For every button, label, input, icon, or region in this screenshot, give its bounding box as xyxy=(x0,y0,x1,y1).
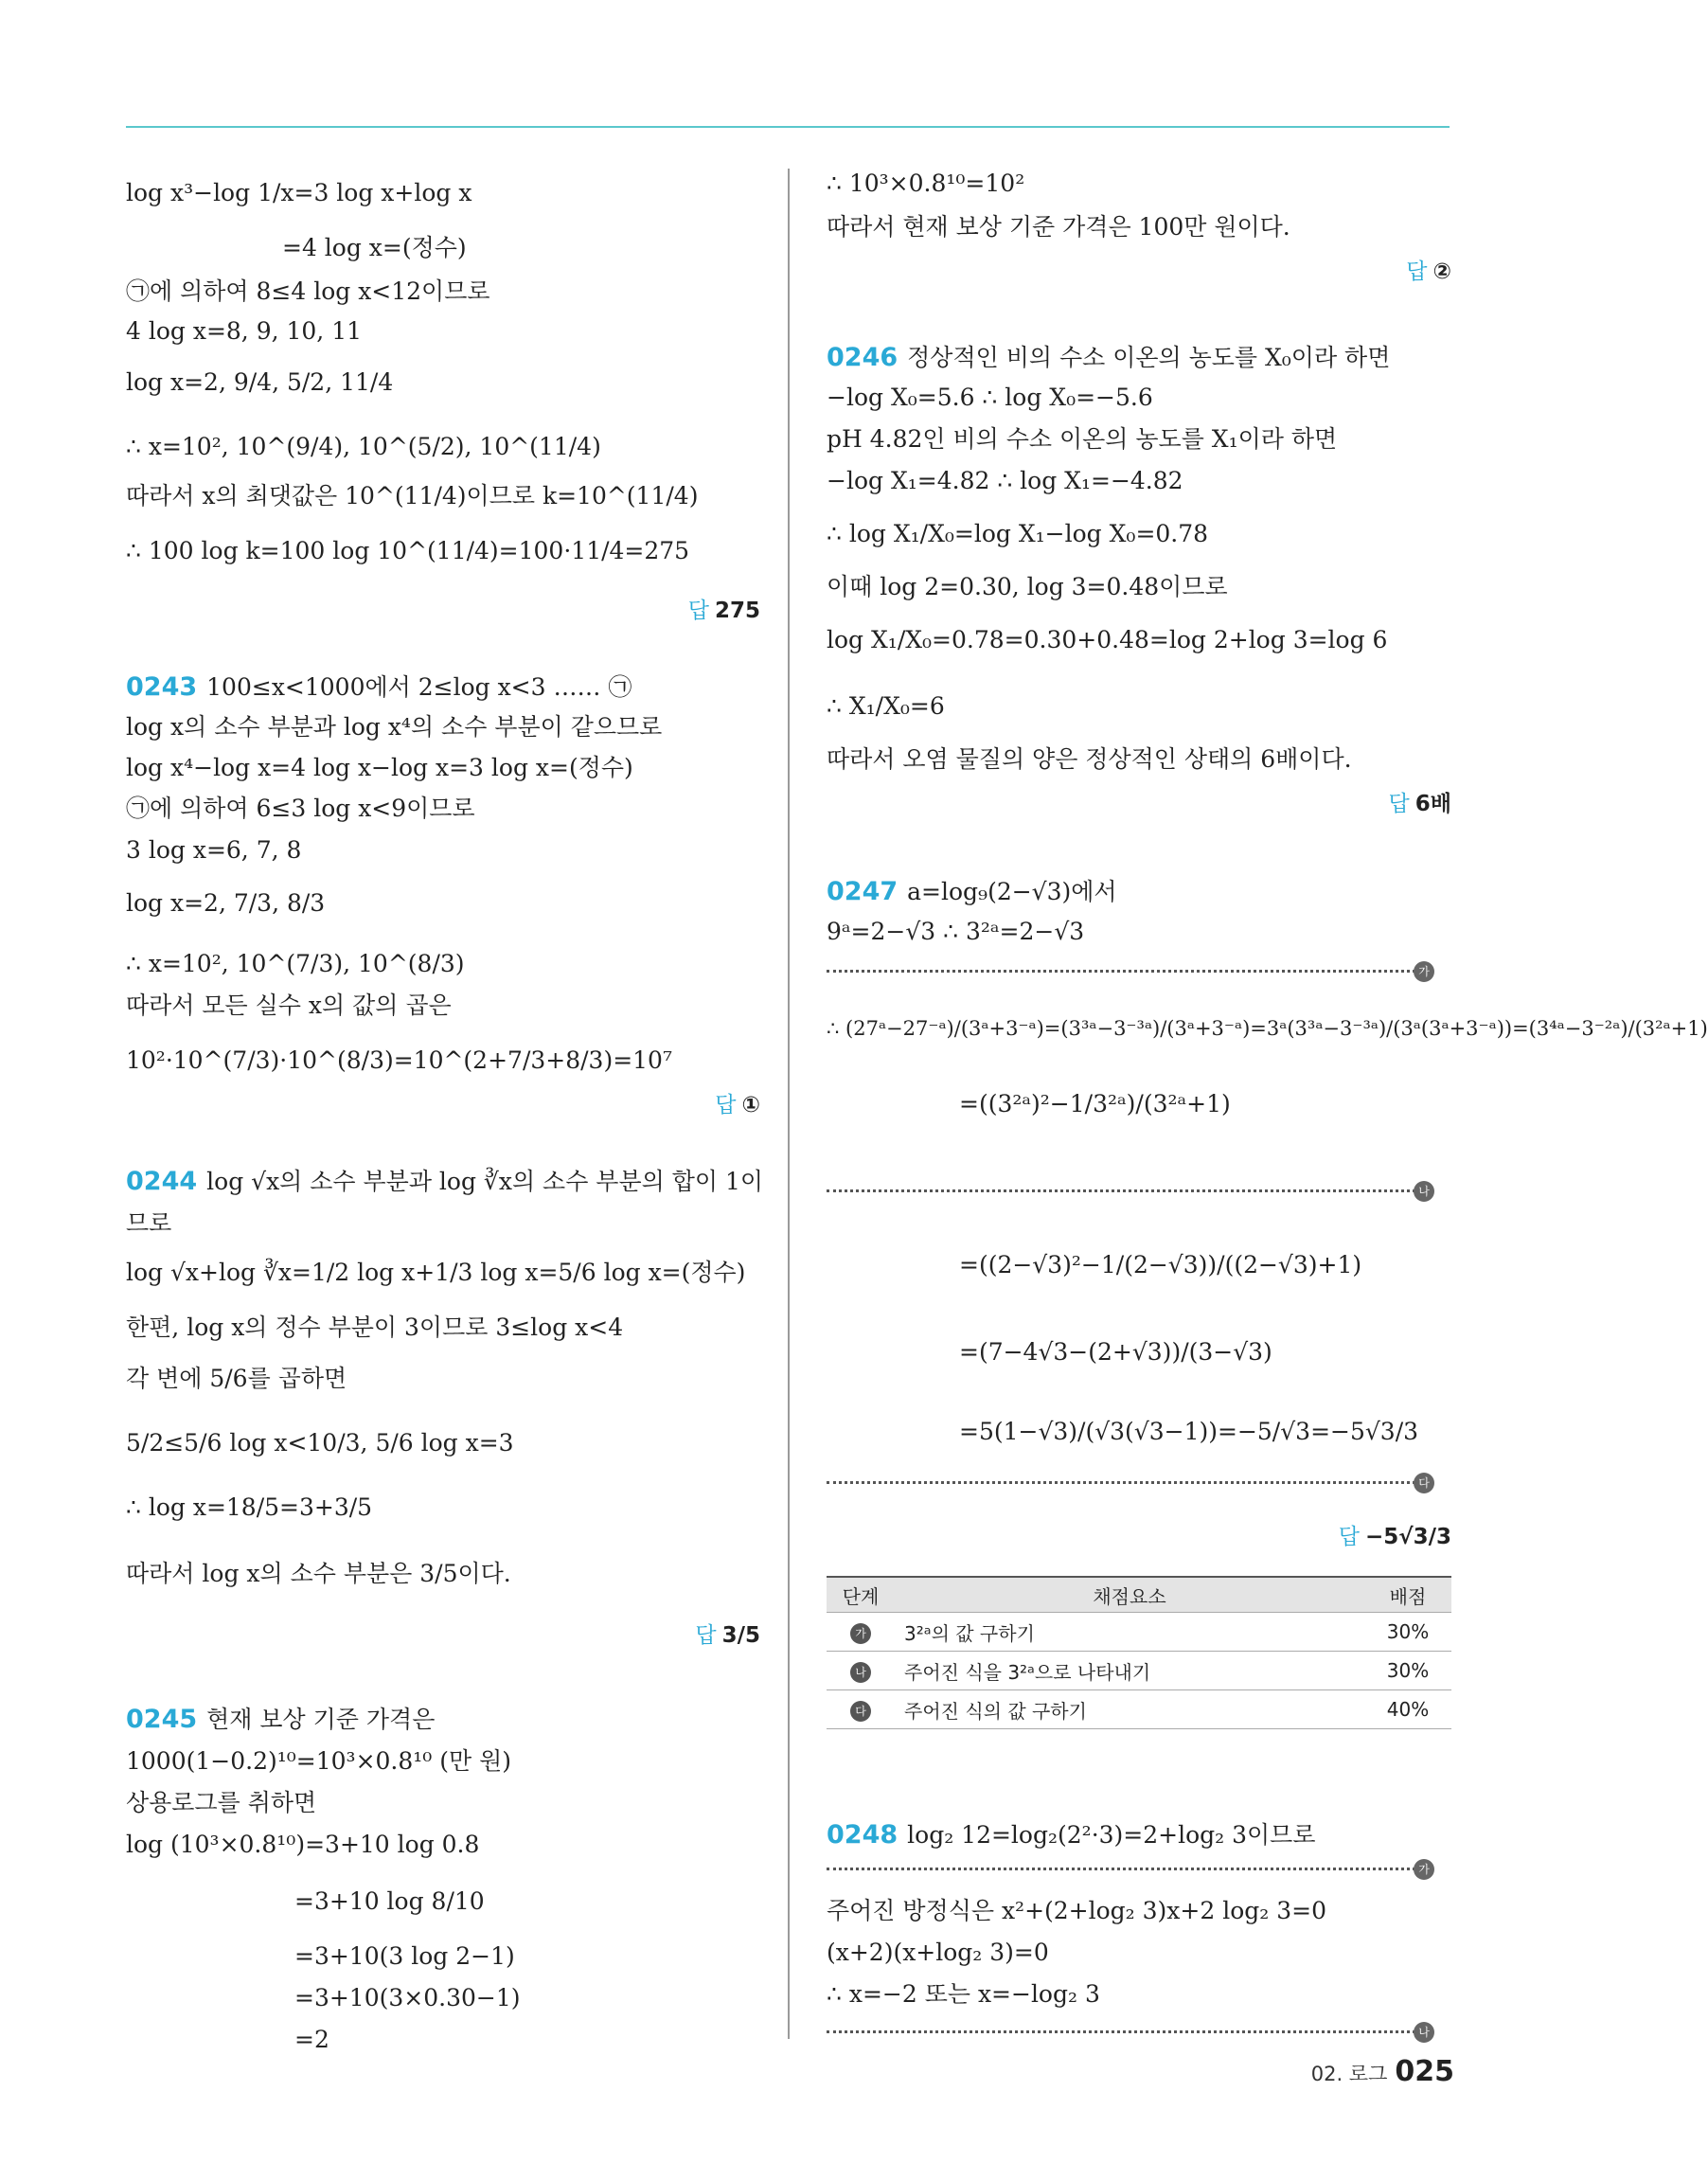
table-cell: 30% xyxy=(1364,1613,1451,1652)
column-divider xyxy=(788,169,790,2039)
table-row xyxy=(827,1613,1451,1652)
answer-0246: 답 6배 xyxy=(1388,792,1451,816)
answer-label: 답 xyxy=(687,599,709,623)
answer-0245: 답 ② xyxy=(1406,259,1451,284)
line: ∴ x=−2 또는 x=−log₂ 3 xyxy=(827,1980,1100,2008)
line: 따라서 모든 실수 x의 값의 곱은 xyxy=(126,992,452,1019)
line: ∴ (27ᵃ−27⁻ᵃ)/(3ᵃ+3⁻ᵃ)=(3³ᵃ−3⁻³ᵃ)/(3ᵃ+3⁻ᵃ)=3ᵃ(3³ᵃ−3⁻³ᵃ)/(3ᵃ(3ᵃ+3⁻ᵃ))=(3⁴ᵃ−3⁻²ᵃ)/(3²ᵃ+1) xyxy=(827,1017,1708,1040)
problem-number: 0243 xyxy=(126,672,198,702)
line: 한편, log x의 정수 부분이 3이므로 3≤log x<4 xyxy=(126,1314,624,1341)
line: log x=2, 7/3, 8/3 xyxy=(126,889,326,917)
table-cell: 주어진 식을 3²ᵃ으로 나타내기 xyxy=(895,1652,1364,1690)
line: 4 log x=8, 9, 10, 11 xyxy=(126,317,363,345)
step-badge: 가 xyxy=(850,1623,871,1644)
line: 상용로그를 취하면 xyxy=(126,1789,317,1816)
step-divider xyxy=(827,1476,1432,1490)
line: ∴ x=10², 10^(7/3), 10^(8/3) xyxy=(126,950,465,977)
line: =(7−4√3−(2+√3))/(3−√3) xyxy=(959,1338,1272,1366)
line: ∴ log X₁/X₀=log X₁−log X₀=0.78 xyxy=(827,520,1209,547)
line: pH 4.82인 비의 수소 이온의 농도를 X₁이라 하면 xyxy=(827,425,1338,453)
line: ∴ log x=18/5=3+3/5 xyxy=(126,1493,373,1521)
line: 따라서 x의 최댓값은 10^(11/4)이므로 k=10^(11/4) xyxy=(126,482,699,509)
answer-0242: 답 275 xyxy=(687,599,760,623)
chapter-label: 02. 로그 xyxy=(1310,2063,1388,2085)
problem-0243-first-line: 0243 100≤x<1000에서 2≤log x<3 …… ㉠ xyxy=(126,672,632,702)
table-header: 채점요소 xyxy=(895,1577,1364,1613)
step-divider xyxy=(827,965,1432,978)
line: log x=2, 9/4, 5/2, 11/4 xyxy=(126,368,394,396)
page-number: 025 xyxy=(1395,2055,1454,2088)
problem-number: 0248 xyxy=(827,1820,898,1850)
problem-number: 0246 xyxy=(827,343,898,372)
table-row xyxy=(827,1690,1451,1729)
answer-0243: 답 ① xyxy=(715,1093,760,1117)
line: 1000(1−0.2)¹⁰=10³×0.8¹⁰ (만 원) xyxy=(126,1747,512,1775)
problem-0246-first-line: 0246 정상적인 비의 수소 이온의 농도를 X₀이라 하면 xyxy=(827,343,1391,372)
line: ∴ X₁/X₀=6 xyxy=(827,692,945,720)
step-badge: 나 xyxy=(850,1662,871,1683)
line: log x³−log 1/x=3 log x+log x xyxy=(126,179,472,206)
line: 9ᵃ=2−√3 ∴ 3²ᵃ=2−√3 xyxy=(827,918,1085,945)
line: =((2−√3)²−1/(2−√3))/((2−√3)+1) xyxy=(959,1251,1362,1278)
line: −log X₁=4.82 ∴ log X₁=−4.82 xyxy=(827,467,1183,494)
line: log x⁴−log x=4 log x−log x=3 log x=(정수) xyxy=(126,754,633,781)
step-badge: 다 xyxy=(850,1701,871,1722)
line: 이때 log 2=0.30, log 3=0.48이므로 xyxy=(827,573,1228,600)
line: log √x+log ∛x=1/2 log x+1/3 log x=5/6 log x=(정수) xyxy=(126,1259,746,1286)
line: 따라서 log x의 소수 부분은 3/5이다. xyxy=(126,1560,511,1587)
answer-0244: 답 3/5 xyxy=(695,1623,760,1648)
table-cell: 3²ᵃ의 값 구하기 xyxy=(895,1613,1364,1652)
step-marker: 가 xyxy=(1414,961,1434,982)
problem-0247-first-line: 0247 a=log₉(2−√3)에서 xyxy=(827,877,1117,906)
line: =3+10 log 8/10 xyxy=(294,1887,485,1915)
line: 10²·10^(7/3)·10^(8/3)=10^(2+7/3+8/3)=10⁷ xyxy=(126,1046,672,1074)
table-header: 단계 xyxy=(827,1577,895,1613)
line: 따라서 현재 보상 기준 가격은 100만 원이다. xyxy=(827,213,1290,241)
table-cell: 주어진 식의 값 구하기 xyxy=(895,1690,1364,1729)
line: =5(1−√3)/(√3(√3−1))=−5/√3=−5√3/3 xyxy=(959,1418,1419,1445)
line: ∴ x=10², 10^(9/4), 10^(5/2), 10^(11/4) xyxy=(126,433,601,460)
step-marker: 나 xyxy=(1414,1181,1434,1202)
table-header: 배점 xyxy=(1364,1577,1451,1613)
line: 3 log x=6, 7, 8 xyxy=(126,836,302,864)
line: ㉠에 의하여 6≤3 log x<9이므로 xyxy=(126,795,475,822)
page-footer xyxy=(1311,2055,1454,2088)
problem-number: 0247 xyxy=(827,877,898,906)
line: =3+10(3×0.30−1) xyxy=(294,1984,521,2011)
line: 5/2≤5/6 log x<10/3, 5/6 log x=3 xyxy=(126,1429,514,1457)
problem-0248-first-line: 0248 log₂ 12=log₂(2²·3)=2+log₂ 3이므로 xyxy=(827,1820,1316,1850)
step-divider xyxy=(827,1863,1432,1876)
line: =3+10(3 log 2−1) xyxy=(294,1942,515,1970)
line: 주어진 방정식은 x²+(2+log₂ 3)x+2 log₂ 3=0 xyxy=(827,1897,1326,1924)
step-marker: 나 xyxy=(1414,2022,1434,2043)
line: 각 변에 5/6를 곱하면 xyxy=(126,1365,347,1392)
step-marker: 다 xyxy=(1414,1473,1434,1493)
left-column xyxy=(126,0,763,2163)
line: (x+2)(x+log₂ 3)=0 xyxy=(827,1939,1049,1966)
problem-0244-first-line: 0244 log √x의 소수 부분과 log ∛x의 소수 부분의 합이 1이 xyxy=(126,1167,763,1196)
line: =2 xyxy=(294,2026,329,2053)
problem-0245-first-line: 0245 현재 보상 기준 가격은 xyxy=(126,1705,436,1734)
table-cell: 30% xyxy=(1364,1652,1451,1690)
line: =4 log x=(정수) xyxy=(282,234,467,261)
line: =((3²ᵃ)²−1/3²ᵃ)/(3²ᵃ+1) xyxy=(959,1090,1231,1117)
scoring-table xyxy=(827,1576,1451,1729)
right-column xyxy=(827,0,1708,2163)
step-divider xyxy=(827,2026,1432,2039)
line: 따라서 오염 물질의 양은 정상적인 상태의 6배이다. xyxy=(827,745,1352,773)
problem-number: 0244 xyxy=(126,1167,198,1196)
line: −log X₀=5.6 ∴ log X₀=−5.6 xyxy=(827,384,1153,411)
table-cell: 40% xyxy=(1364,1690,1451,1729)
line: log (10³×0.8¹⁰)=3+10 log 0.8 xyxy=(126,1831,480,1858)
table-row xyxy=(827,1652,1451,1690)
line: log x의 소수 부분과 log x⁴의 소수 부분이 같으므로 xyxy=(126,713,663,741)
problem-number: 0245 xyxy=(126,1705,198,1734)
answer-0247: 답 −5√3/3 xyxy=(1338,1525,1451,1549)
line: log X₁/X₀=0.78=0.30+0.48=log 2+log 3=log 6 xyxy=(827,626,1388,653)
line: ∴ 10³×0.8¹⁰=10² xyxy=(827,170,1025,197)
step-divider xyxy=(827,1185,1432,1198)
line: 므로 xyxy=(126,1209,172,1237)
step-marker: 가 xyxy=(1414,1859,1434,1880)
line: ∴ 100 log k=100 log 10^(11/4)=100·11/4=275 xyxy=(126,537,690,564)
line: ㉠에 의하여 8≤4 log x<12이므로 xyxy=(126,277,490,305)
